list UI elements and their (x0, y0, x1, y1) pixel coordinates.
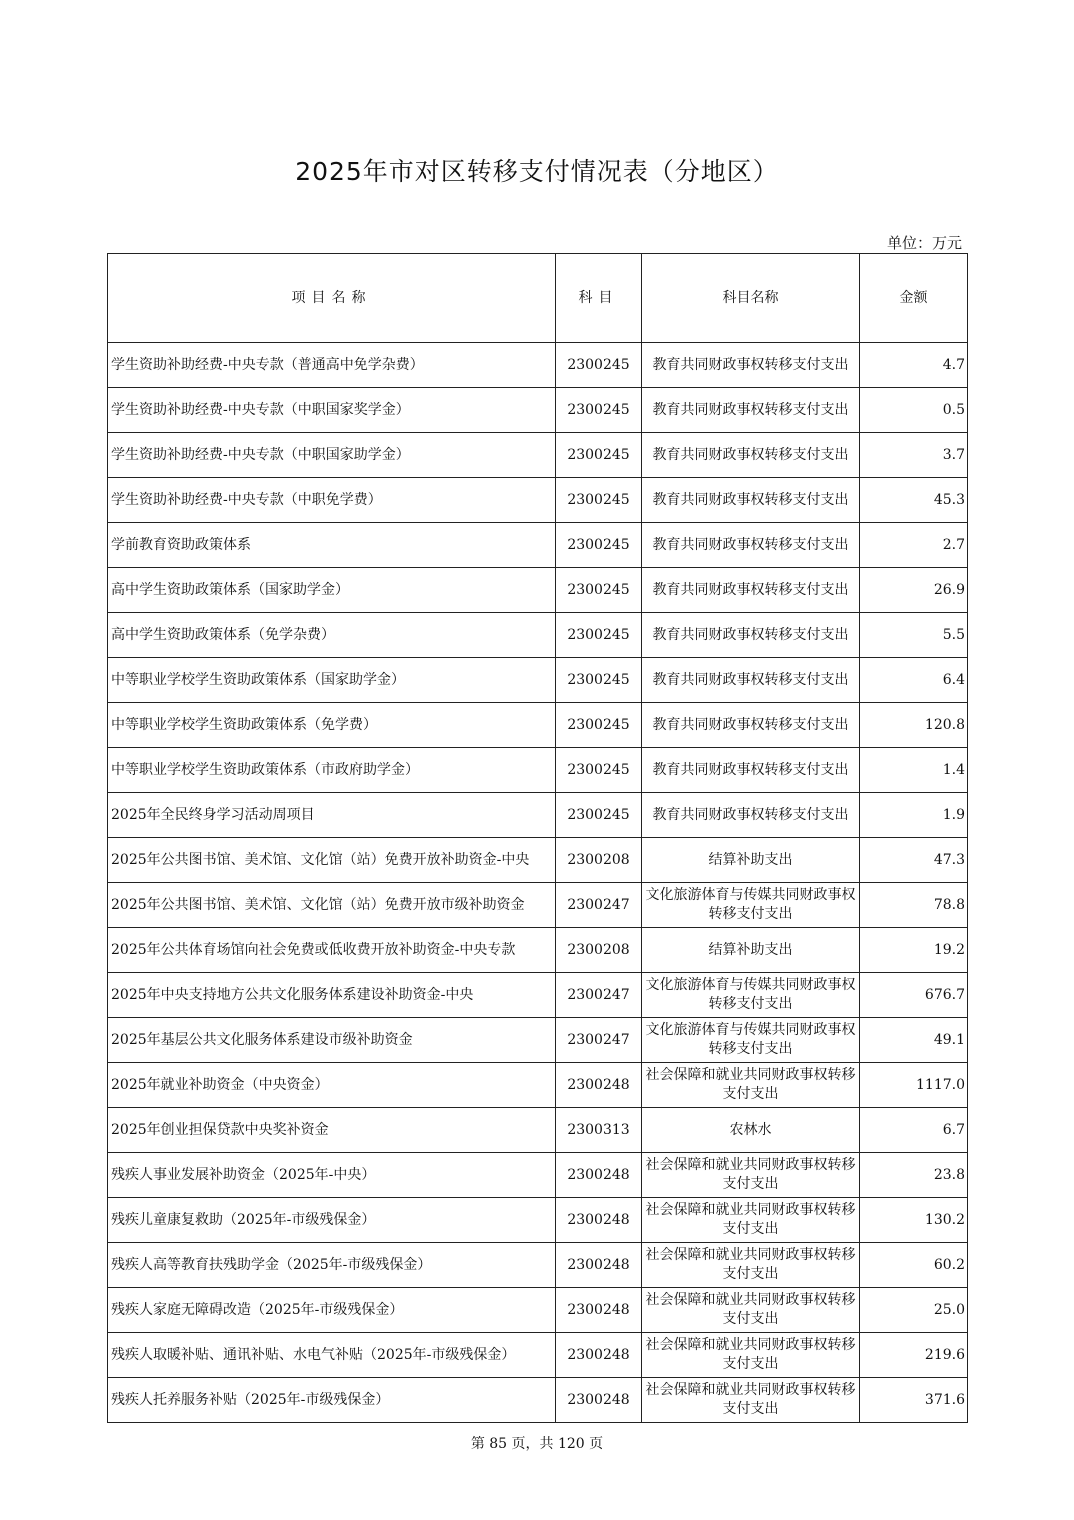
row-subject-name: 教育共同财政事权转移支付支出 (642, 478, 860, 523)
row-subject-code: 2300245 (556, 523, 642, 568)
row-item-name: 学生资助补助经费-中央专款（中职国家奖学金） (108, 388, 556, 433)
row-item-name: 残疾人事业发展补助资金（2025年-中央） (108, 1153, 556, 1198)
row-subject-name: 教育共同财政事权转移支付支出 (642, 613, 860, 658)
row-item-name: 学生资助补助经费-中央专款（普通高中免学杂费） (108, 343, 556, 388)
transfer-payment-table (107, 253, 968, 1423)
table-row (108, 973, 968, 1018)
row-subject-code: 2300248 (556, 1333, 642, 1378)
row-item-name: 中等职业学校学生资助政策体系（市政府助学金） (108, 748, 556, 793)
row-amount: 78.8 (860, 883, 968, 928)
row-amount: 6.7 (860, 1108, 968, 1153)
table-row (108, 613, 968, 658)
row-item-name: 2025年创业担保贷款中央奖补资金 (108, 1108, 556, 1153)
table-row (108, 883, 968, 928)
row-amount: 130.2 (860, 1198, 968, 1243)
row-subject-code: 2300248 (556, 1198, 642, 1243)
table-row (108, 433, 968, 478)
table-row (108, 568, 968, 613)
row-subject-code: 2300247 (556, 883, 642, 928)
table-row (108, 793, 968, 838)
row-subject-code: 2300208 (556, 928, 642, 973)
row-amount: 371.6 (860, 1378, 968, 1423)
table-row (108, 343, 968, 388)
row-item-name: 残疾人家庭无障碍改造（2025年-市级残保金） (108, 1288, 556, 1333)
table-row (108, 1198, 968, 1243)
row-subject-code: 2300247 (556, 1018, 642, 1063)
table-row (108, 703, 968, 748)
row-subject-code: 2300245 (556, 613, 642, 658)
row-amount: 219.6 (860, 1333, 968, 1378)
row-subject-name: 教育共同财政事权转移支付支出 (642, 433, 860, 478)
page-footer: 第 85 页，共 120 页 (470, 1436, 604, 1452)
row-item-name: 残疾儿童康复救助（2025年-市级残保金） (108, 1198, 556, 1243)
row-item-name: 2025年公共体育场馆向社会免费或低收费开放补助资金-中央专款 (108, 928, 556, 973)
row-item-name: 学生资助补助经费-中央专款（中职免学费） (108, 478, 556, 523)
table-row (108, 523, 968, 568)
row-subject-name: 教育共同财政事权转移支付支出 (642, 703, 860, 748)
row-amount: 45.3 (860, 478, 968, 523)
row-subject-code: 2300248 (556, 1378, 642, 1423)
table-row (108, 1288, 968, 1333)
row-subject-code: 2300247 (556, 973, 642, 1018)
row-subject-name: 教育共同财政事权转移支付支出 (642, 568, 860, 613)
row-subject-code: 2300245 (556, 433, 642, 478)
row-subject-code: 2300245 (556, 388, 642, 433)
page-title: 2025年市对区转移支付情况表（分地区） (295, 157, 779, 186)
row-subject-name: 社会保障和就业共同财政事权转移支付支出 (642, 1378, 860, 1423)
row-subject-name: 教育共同财政事权转移支付支出 (642, 793, 860, 838)
row-subject-name: 社会保障和就业共同财政事权转移支付支出 (642, 1243, 860, 1288)
row-subject-name: 教育共同财政事权转移支付支出 (642, 388, 860, 433)
row-amount: 49.1 (860, 1018, 968, 1063)
row-amount: 19.2 (860, 928, 968, 973)
row-subject-code: 2300245 (556, 748, 642, 793)
row-subject-code: 2300248 (556, 1063, 642, 1108)
row-subject-name: 文化旅游体育与传媒共同财政事权转移支付支出 (642, 1018, 860, 1063)
table-row (108, 1108, 968, 1153)
row-subject-name: 文化旅游体育与传媒共同财政事权转移支付支出 (642, 973, 860, 1018)
row-subject-name: 教育共同财政事权转移支付支出 (642, 658, 860, 703)
table-row (108, 1018, 968, 1063)
table-row (108, 1378, 968, 1423)
row-item-name: 残疾人高等教育扶残助学金（2025年-市级残保金） (108, 1243, 556, 1288)
row-subject-name: 社会保障和就业共同财政事权转移支付支出 (642, 1153, 860, 1198)
table-row (108, 478, 968, 523)
row-subject-name: 文化旅游体育与传媒共同财政事权转移支付支出 (642, 883, 860, 928)
row-amount: 676.7 (860, 973, 968, 1018)
row-item-name: 残疾人托养服务补贴（2025年-市级残保金） (108, 1378, 556, 1423)
row-subject-code: 2300245 (556, 568, 642, 613)
row-subject-name: 教育共同财政事权转移支付支出 (642, 343, 860, 388)
row-subject-code: 2300245 (556, 343, 642, 388)
row-subject-name: 农林水 (642, 1108, 860, 1153)
row-subject-name: 结算补助支出 (642, 838, 860, 883)
row-subject-code: 2300313 (556, 1108, 642, 1153)
row-subject-name: 教育共同财政事权转移支付支出 (642, 523, 860, 568)
row-amount: 1.9 (860, 793, 968, 838)
table-row (108, 1243, 968, 1288)
row-subject-code: 2300248 (556, 1153, 642, 1198)
table-row (108, 1063, 968, 1108)
row-subject-code: 2300245 (556, 793, 642, 838)
row-item-name: 高中学生资助政策体系（国家助学金） (108, 568, 556, 613)
row-amount: 60.2 (860, 1243, 968, 1288)
row-amount: 23.8 (860, 1153, 968, 1198)
row-subject-code: 2300245 (556, 658, 642, 703)
row-subject-name: 结算补助支出 (642, 928, 860, 973)
row-item-name: 残疾人取暖补贴、通讯补贴、水电气补贴（2025年-市级残保金） (108, 1333, 556, 1378)
row-amount: 0.5 (860, 388, 968, 433)
header-amount: 金额 (860, 254, 968, 343)
header-subject-name: 科目名称 (642, 254, 860, 343)
row-subject-name: 教育共同财政事权转移支付支出 (642, 748, 860, 793)
table-row (108, 388, 968, 433)
table-row (108, 928, 968, 973)
row-item-name: 2025年基层公共文化服务体系建设市级补助资金 (108, 1018, 556, 1063)
row-amount: 2.7 (860, 523, 968, 568)
row-subject-code: 2300208 (556, 838, 642, 883)
row-amount: 26.9 (860, 568, 968, 613)
row-item-name: 中等职业学校学生资助政策体系（免学费） (108, 703, 556, 748)
header-subject-code: 科目 (556, 254, 642, 343)
row-subject-code: 2300245 (556, 703, 642, 748)
row-amount: 25.0 (860, 1288, 968, 1333)
row-item-name: 学前教育资助政策体系 (108, 523, 556, 568)
table-row (108, 838, 968, 883)
table-row (108, 1153, 968, 1198)
table-row (108, 748, 968, 793)
row-item-name: 2025年公共图书馆、美术馆、文化馆（站）免费开放市级补助资金 (108, 883, 556, 928)
row-subject-name: 社会保障和就业共同财政事权转移支付支出 (642, 1333, 860, 1378)
table-row (108, 1333, 968, 1378)
table-row (108, 658, 968, 703)
row-subject-code: 2300248 (556, 1288, 642, 1333)
row-subject-code: 2300248 (556, 1243, 642, 1288)
row-amount: 1117.0 (860, 1063, 968, 1108)
row-amount: 6.4 (860, 658, 968, 703)
row-amount: 4.7 (860, 343, 968, 388)
row-item-name: 学生资助补助经费-中央专款（中职国家助学金） (108, 433, 556, 478)
row-item-name: 2025年公共图书馆、美术馆、文化馆（站）免费开放补助资金-中央 (108, 838, 556, 883)
row-subject-name: 社会保障和就业共同财政事权转移支付支出 (642, 1063, 860, 1108)
row-subject-code: 2300245 (556, 478, 642, 523)
row-subject-name: 社会保障和就业共同财政事权转移支付支出 (642, 1198, 860, 1243)
unit-label: 单位：万元 (886, 234, 962, 252)
row-item-name: 2025年就业补助资金（中央资金） (108, 1063, 556, 1108)
row-amount: 120.8 (860, 703, 968, 748)
row-item-name: 2025年全民终身学习活动周项目 (108, 793, 556, 838)
row-amount: 47.3 (860, 838, 968, 883)
row-item-name: 中等职业学校学生资助政策体系（国家助学金） (108, 658, 556, 703)
row-item-name: 高中学生资助政策体系（免学杂费） (108, 613, 556, 658)
row-amount: 3.7 (860, 433, 968, 478)
header-item-name: 项目名称 (108, 254, 556, 343)
row-subject-name: 社会保障和就业共同财政事权转移支付支出 (642, 1288, 860, 1333)
row-amount: 5.5 (860, 613, 968, 658)
table-body (108, 343, 968, 1423)
table-header-row (108, 254, 968, 343)
row-amount: 1.4 (860, 748, 968, 793)
row-item-name: 2025年中央支持地方公共文化服务体系建设补助资金-中央 (108, 973, 556, 1018)
